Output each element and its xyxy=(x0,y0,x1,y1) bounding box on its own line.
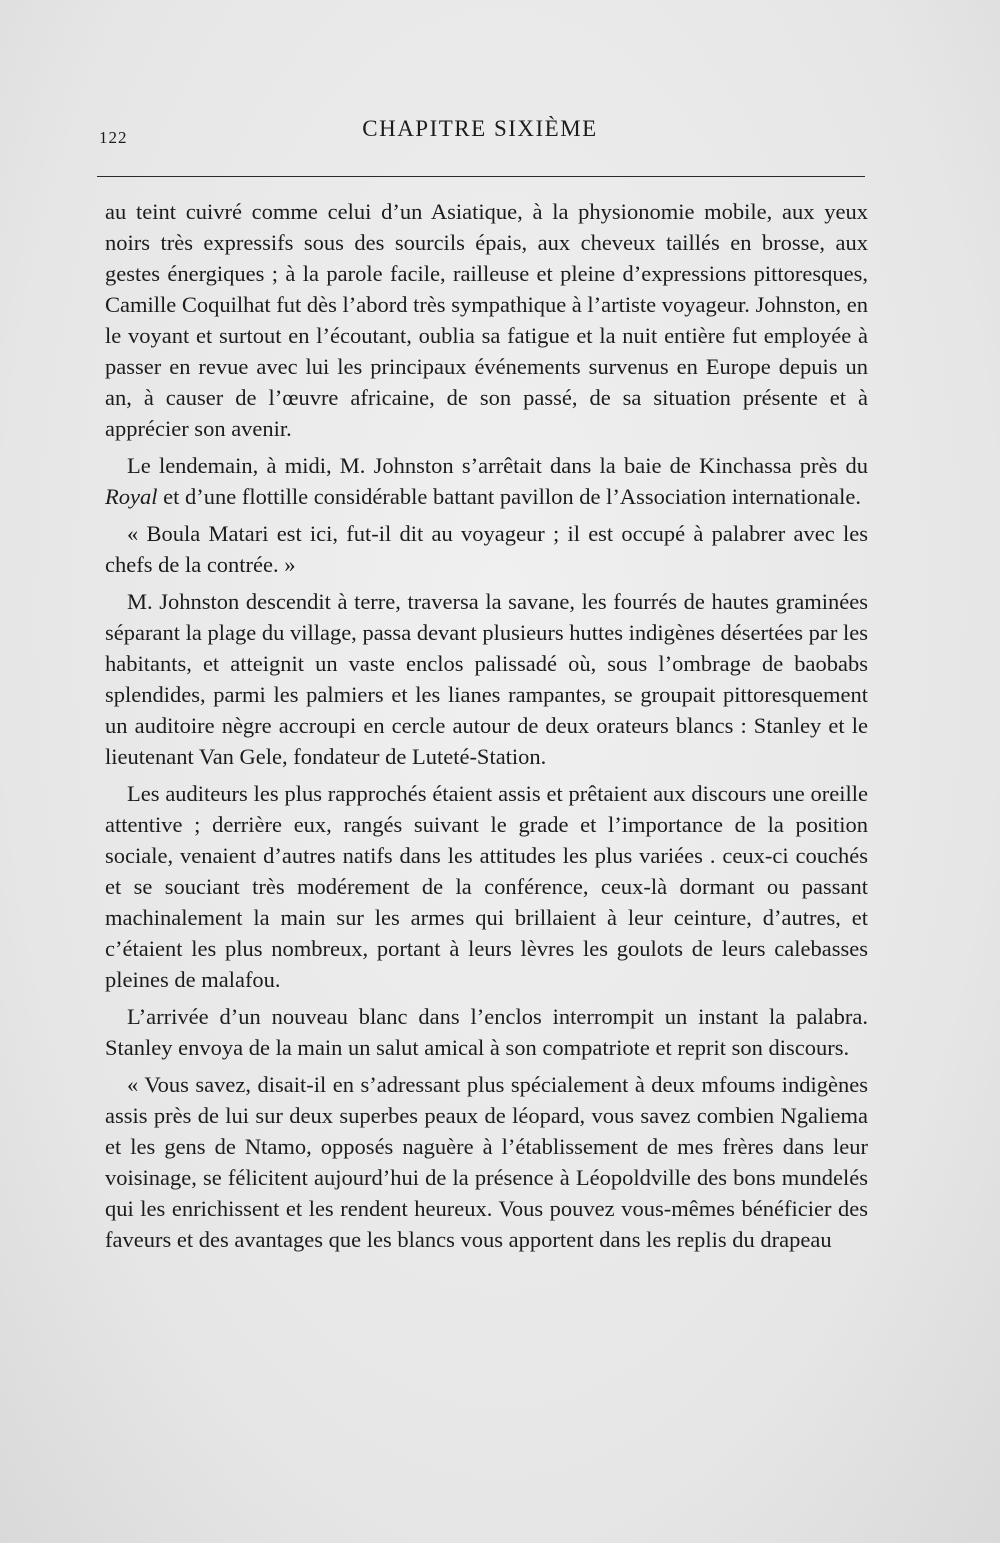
ship-name: Royal xyxy=(105,484,158,509)
header-rule xyxy=(97,176,865,177)
paragraph-2-after: et d’une flottille considérable battant pavillon de l’Association internationale. xyxy=(157,484,862,509)
page-number: 122 xyxy=(99,128,128,147)
paragraph-4: M. Johnston descendit à terre, traversa la savane, les fourrés de hautes graminées séparant la plage du village, passa devant plusieurs huttes indigènes désertées par les habitants, et atteignit un vaste enclos palissadé où, sous l’ombrage de baobabs splendides, parmi les palmiers et les lianes rampantes, se groupait pittoresquement un auditoire nègre accroupi en cercle autour de deux orateurs blancs : Stanley et le lieutenant Van Gele, fondateur de Luteté-Station. xyxy=(105,589,868,769)
paragraph-2-before: Le lendemain, à midi, M. Johnston s’arrêtait dans la baie de Kinchassa près du xyxy=(127,453,868,478)
paragraph-7: « Vous savez, disait-il en s’adressant plus spécialement à deux mfoums indigènes assis près de lui sur deux superbes peaux de léopard, vous savez combien Ngaliema et les gens de Ntamo, opposés naguère à l’établissement de mes frères dans leur voisinage, se félicitent aujourd’hui de la présence à Léopoldville des bons mundelés qui les enrichissent et les rendent heureux. Vous pouvez vous-mêmes bénéficier des faveurs et des avantages que les blancs vous apportent dans les replis du drapeau xyxy=(105,1072,868,1252)
paragraph-3: « Boula Matari est ici, fut-il dit au voyageur ; il est occupé à palabrer avec les chefs de la contrée. » xyxy=(105,521,868,577)
paragraph-1: au teint cuivré comme celui d’un Asiatique, à la physionomie mobile, aux yeux noirs très expressifs sous des sourcils épais, aux cheveux taillés en brosse, aux gestes énergiques ; à la parole facile, railleuse et pleine d’expressions pittoresques, Camille Coquilhat fut dès l’abord très sympathique à l’artiste voyageur. Johnston, en le voyant et surtout en l’écoutant, oublia sa fatigue et la nuit entière fut employée à passer en revue avec lui les principaux événements survenus en Europe depuis un an, à causer de l’œuvre africaine, de son passé, de sa situation présente et à apprécier son avenir. xyxy=(105,199,868,441)
chapter-title: CHAPITRE SIXIÈME xyxy=(362,116,598,141)
paragraph-6: L’arrivée d’un nouveau blanc dans l’enclos interrompit un instant la palabra. Stanley envoya de la main un salut amical à son compatriote et reprit son discours. xyxy=(105,1004,868,1060)
paragraph-5: Les auditeurs les plus rapprochés étaient assis et prêtaient aux discours une oreille attentive ; derrière eux, rangés suivant le grade et l’importance de la position sociale, venaient d’autres natifs dans les attitudes les plus variées . ceux-ci couchés et se souciant très modérement de la conférence, ceux-là dormant ou passant machinalement la main sur les armes qui brillaient à leur ceinture, d’autres, et c’étaient les plus nombreux, portant à leurs lèvres les goulots de leurs calebasses pleines de malafou. xyxy=(105,781,868,992)
running-head xyxy=(95,112,865,152)
body-text xyxy=(105,196,868,1255)
paragraph-2 xyxy=(105,450,868,512)
